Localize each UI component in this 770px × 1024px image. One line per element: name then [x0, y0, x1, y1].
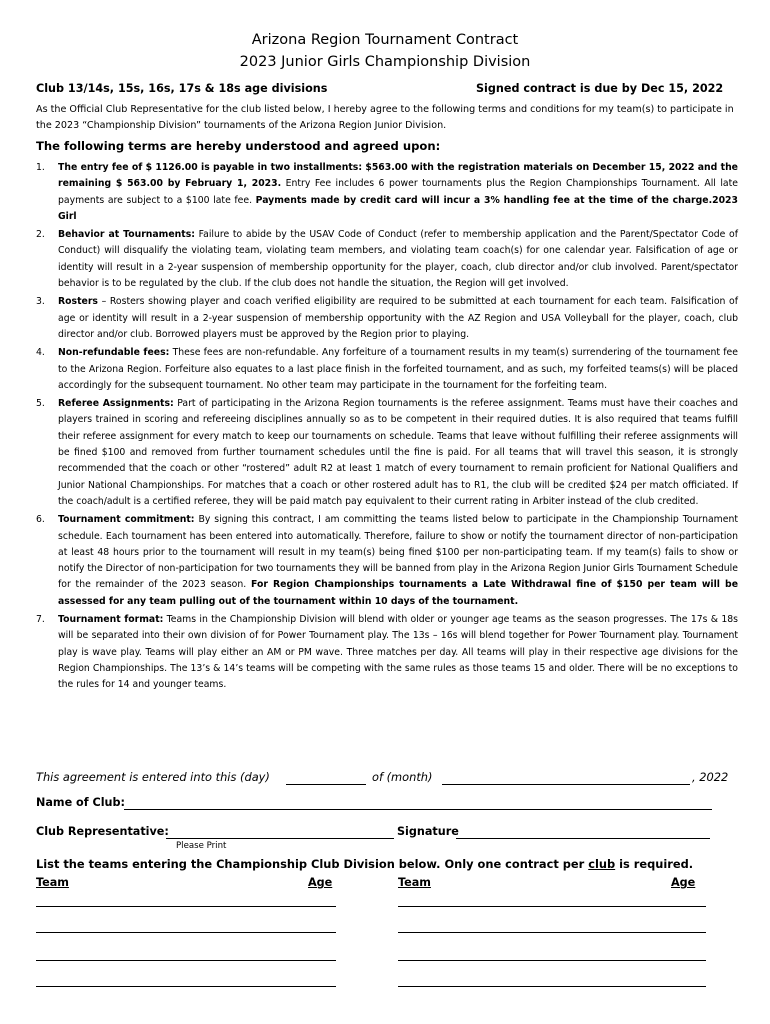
team-column-header-left: Team: [36, 876, 69, 889]
teams-instruction: [36, 857, 693, 871]
club-name-label: Name of Club:: [36, 796, 125, 809]
agreement-month-label: of (month): [372, 770, 433, 784]
term-bold: Tournament commitment:: [58, 514, 195, 526]
term-item: [36, 294, 738, 343]
signature-label: Signature: [397, 825, 459, 838]
agreement-year: , 2022: [692, 770, 729, 784]
agreement-day-label: This agreement is entered into this (day): [36, 770, 270, 784]
team-column-header-right: Team: [398, 876, 431, 889]
term-number: 4.: [36, 347, 45, 359]
club-rep-label: Club Representative:: [36, 825, 169, 838]
term-number: 6.: [36, 514, 45, 526]
term-text: Teams in the Championship Division will blend with older or younger age teams as the season progresses. The 17s & 18s will be separated into their own division of for Power Tournament play. The 13s – 16s will blend together for Power Tournament play. Tournament play is wave play. Teams will play either an AM or PM wave. Three matches per day. All teams will play in their respective age divisions for the Region Championships. The 13’s & 14’s teams will be competing with the same rules as those teams 15 and older. There will be no exceptions to the rules for 14 and younger teams.: [58, 614, 739, 691]
terms-heading: The following terms are hereby understood and agreed upon:: [36, 139, 441, 153]
term-bold-2: Payments made by credit card will incur a 3% handling fee at the time of the charge.2023 Girl: [58, 194, 738, 222]
term-item: [36, 160, 738, 225]
team-entry-line[interactable]: [398, 932, 706, 933]
team-entry-line[interactable]: [36, 932, 336, 933]
terms-list: [36, 160, 738, 696]
club-name-field[interactable]: [124, 809, 712, 810]
term-text: Part of participating in the Arizona Region tournaments is the referee assignment. Teams must have their coaches and players trained in scoring and refereeing disciplines annually so as to be competent in their required duties. It is also required that teams fulfill their referee assignment for every match to keep our tournaments on schedule. Teams that leave without fulfilling their referee assignments will be fined $100 and removed from further tournament schedules until the fine is paid. For all teams that will travel this season, it is strongly recommended that the coach or other “rostered” adult R2 at least 1 match of every tournament to remain proficient for National Qualifiers and Junior National Championships. For matches that a coach or other rostered adult has to R1, the club will be credited $24 per match officiated. If the coach/adult is a certified referee, they will be paid match pay equivalent to their current rating in Arbiter instead of the club credited.: [58, 398, 738, 507]
term-number: 7.: [36, 614, 45, 626]
term-number: 2.: [36, 229, 45, 241]
term-item: [36, 512, 738, 610]
term-number: 3.: [36, 296, 45, 308]
term-bold: Non-refundable fees:: [58, 347, 170, 359]
term-item: [36, 345, 738, 394]
team-entry-line[interactable]: [36, 986, 336, 987]
term-bold: The entry fee of $ 1126.00 is payable in two installments: $563.00 with the registration materials on December 15, 2022 and the remaining $ 563.00 by February 1, 2023.: [58, 162, 738, 190]
term-bold-2: For Region Championships tournaments a Late Withdrawal fine of $150 per team will be assessed for any team pulling out of the tournament within 10 days of the tournament.: [58, 579, 738, 607]
team-entry-line[interactable]: [398, 960, 706, 961]
term-bold: Referee Assignments:: [58, 398, 174, 410]
term-item: [36, 612, 738, 693]
term-text: – Rosters showing player and coach verified eligibility are required to be submitted at each tournament for each team. Falsification of age or identity will result in a 2-year suspension of membership opportunity with the AZ Region and USA Volleyball for the player, coach, club director and/or club. Borrowed players must be approved by the Region prior to playing.: [58, 296, 738, 340]
month-input-line[interactable]: [442, 784, 690, 785]
team-entry-line[interactable]: [398, 906, 706, 907]
agreement-line: [36, 770, 270, 784]
due-date: Signed contract is due by Dec 15, 2022: [476, 82, 724, 95]
term-number: 5.: [36, 398, 45, 410]
day-input-line[interactable]: [286, 784, 366, 785]
age-column-header-left: Age: [308, 876, 333, 889]
term-item: [36, 396, 738, 510]
term-item: [36, 227, 738, 292]
age-divisions: Club 13/14s, 15s, 16s, 17s & 18s age divisions: [36, 82, 328, 95]
team-entry-line[interactable]: [36, 960, 336, 961]
term-text: Entry Fee includes 6 power tournaments plus the Region Championships Tournament. All late payments are subject to a $100 late fee.: [58, 178, 738, 206]
teams-instruction-club: club: [588, 857, 616, 871]
teams-instruction-pre: List the teams entering the Championship Club Division below. Only one contract per: [36, 857, 589, 871]
team-entry-line[interactable]: [398, 986, 706, 987]
signature-field[interactable]: [456, 838, 710, 839]
please-print-note: Please Print: [176, 841, 227, 851]
term-text: These fees are non-refundable. Any forfeiture of a tournament results in my team(s) surrendering of the tournament fee to the Arizona Region. Forfeiture also equates to a last place finish in the forfeited tournament, and as such, my forfeited teams(s) will be placed accordingly for the subsequent tournament. No other team may participate in the tournament for the forfeiting team.: [58, 347, 738, 391]
term-bold: Behavior at Tournaments:: [58, 229, 195, 241]
term-text: By signing this contract, I am committing the teams listed below to participate in the Championship Tournament schedule. Each tournament has been entered into automatically. Therefore, failure to show or notify the tournament director of non-participation at least 48 hours prior to the tournament will result in my team(s) being fined $100 per non-participating team. If my team(s) fails to show or notify the Director of non-participation for two tournaments they will be banned from play in the Arizona Region Junior Girls Tournament Schedule for the remainder of the 2023 season.: [58, 514, 738, 591]
term-bold: Rosters: [58, 296, 98, 308]
age-column-header-right: Age: [671, 876, 696, 889]
teams-instruction-post: is required.: [615, 857, 694, 871]
term-bold: Tournament format:: [58, 614, 164, 626]
contract-subtitle: 2023 Junior Girls Championship Division: [239, 54, 531, 70]
club-rep-field[interactable]: [166, 838, 394, 839]
term-number: 1.: [36, 162, 45, 173]
team-entry-line[interactable]: [36, 906, 336, 907]
contract-title: Arizona Region Tournament Contract: [251, 32, 519, 48]
intro-paragraph: As the Official Club Representative for the club listed below, I hereby agree to the following terms and conditions for my team(s) to participate in the 2023 “Championship Division” tournaments of the Arizona Region Junior Division.: [36, 104, 734, 131]
term-text: Failure to abide by the USAV Code of Conduct (refer to membership application and the Parent/Spectator Code of Conduct) will disqualify the violating team, violating team members, and violating team coach(s) for one calendar year. Falsification of age or identity will result in a 2-year suspension of membership opportunity for the player, coach, club director and/or club involved. Parent/spectator behavior is to be regulated by the club. If the club does not handle the situation, the Region will get involved.: [58, 229, 739, 290]
